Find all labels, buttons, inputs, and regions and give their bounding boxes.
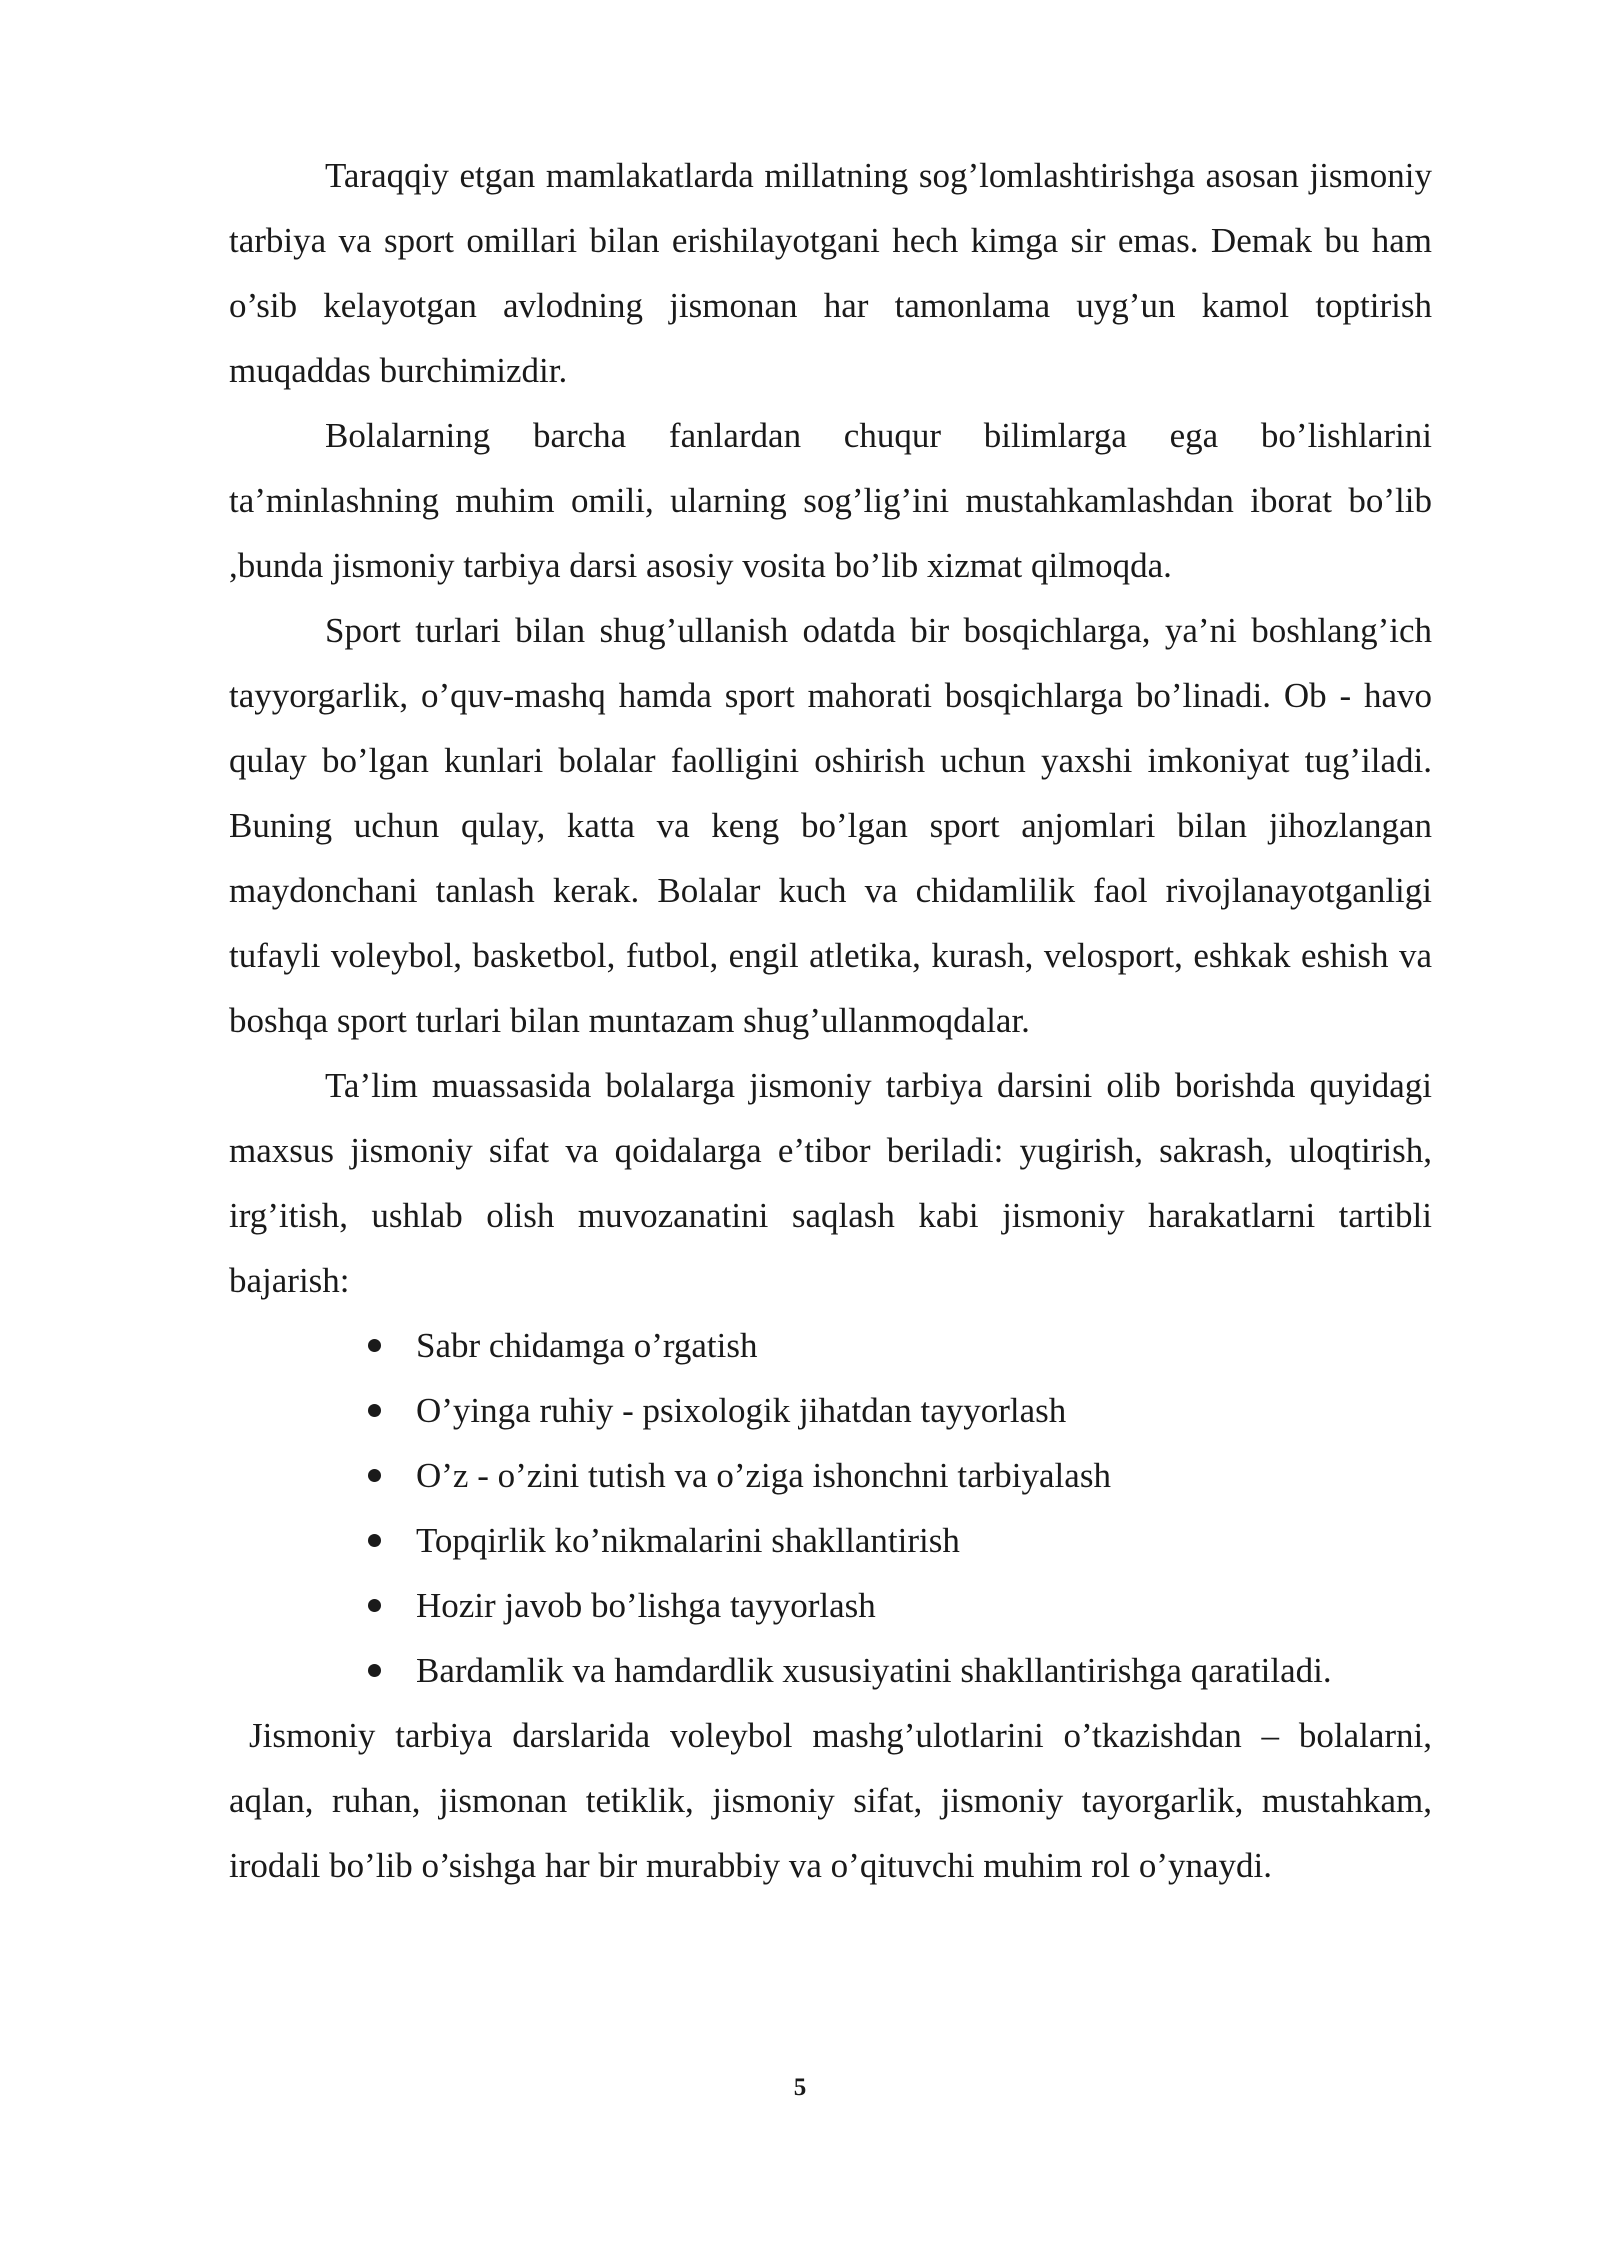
list-item xyxy=(229,1508,1432,1573)
bullet-icon xyxy=(368,1339,381,1352)
bullet-icon xyxy=(368,1404,381,1417)
list-item xyxy=(229,1573,1432,1638)
list-item-text: O’yinga ruhiy - psixologik jihatdan tayyorlash xyxy=(416,1391,1067,1430)
bullet-icon xyxy=(368,1469,381,1482)
document-body xyxy=(229,143,1432,1898)
list-item xyxy=(229,1443,1432,1508)
paragraph-4: Ta’lim muassasida bolalarga jismoniy tarbiya darsini olib borishda quyidagi maxsus jismoniy sifat va qoidalarga e’tibor beriladi: yugirish, sakrash, uloqtirish, irg’itish, ushlab olish muvozanatini saqlash kabi jismoniy harakatlarni tartibli bajarish: xyxy=(229,1066,1432,1300)
bullet-icon xyxy=(368,1664,381,1677)
list-item-text: Bardamlik va hamdardlik xususiyatini shakllantirishga qaratiladi. xyxy=(416,1651,1332,1690)
list-item xyxy=(229,1313,1432,1378)
page-number: 5 xyxy=(793,2074,807,2101)
bullet-icon xyxy=(368,1534,381,1547)
list-item-text: Hozir javob bo’lishga tayyorlash xyxy=(416,1586,876,1625)
paragraph-1: Taraqqiy etgan mamlakatlarda millatning sog’lomlashtirishga asosan jismoniy tarbiya va sport omillari bilan erishilayotgani hech kimga sir emas. Demak bu ham o’sib kelayotgan avlodning jismonan har tamonlama uyg’un kamol toptirish muqaddas burchimizdir. xyxy=(229,156,1432,390)
paragraph-3: Sport turlari bilan shug’ullanish odatda bir bosqichlarga, ya’ni boshlang’ich tayyorgarlik, o’quv-mashq hamda sport mahorati bosqichlarga bo’linadi. Ob - havo qulay bo’lgan kunlari bolalar faolligini oshirish uchun yaxshi imkoniyat tug’iladi. Buning uchun qulay, katta va keng bo’lgan sport anjomlari bilan jihozlangan maydonchani tanlash kerak. Bolalar kuch va chidamlilik faol rivojlanayotganligi tufayli voleybol, basketbol, futbol, engil atletika, kurash, velosport, eshkak eshish va boshqa sport turlari bilan muntazam shug’ullanmoqdalar. xyxy=(229,611,1432,1040)
list-item-text: Topqirlik ko’nikmalarini shakllantirish xyxy=(416,1521,960,1560)
paragraph-5: Jismoniy tarbiya darslarida voleybol mashg’ulotlarini o’tkazishdan – bolalarni, aqlan, ruhan, jismonan tetiklik, jismoniy sifat, jismoniy tayorgarlik, mustahkam, irodali bo’lib o’sishga har bir murabbiy va o’qituvchi muhim rol o’ynaydi. xyxy=(229,1716,1432,1885)
paragraph-2: Bolalarning barcha fanlardan chuqur bilimlarga ega bo’lishlarini ta’minlashning muhim omili, ularning sog’lig’ini mustahkamlashdan iborat bo’lib ,bunda jismoniy tarbiya darsi asosiy vosita bo’lib xizmat qilmoqda. xyxy=(229,416,1432,585)
list-item-text: Sabr chidamga o’rgatish xyxy=(416,1326,758,1365)
bullet-icon xyxy=(368,1599,381,1612)
list-item xyxy=(229,1638,1432,1703)
list-item xyxy=(229,1378,1432,1443)
bullet-list xyxy=(229,1313,1432,1703)
list-item-text: O’z - o’zini tutish va o’ziga ishonchni tarbiyalash xyxy=(416,1456,1111,1495)
